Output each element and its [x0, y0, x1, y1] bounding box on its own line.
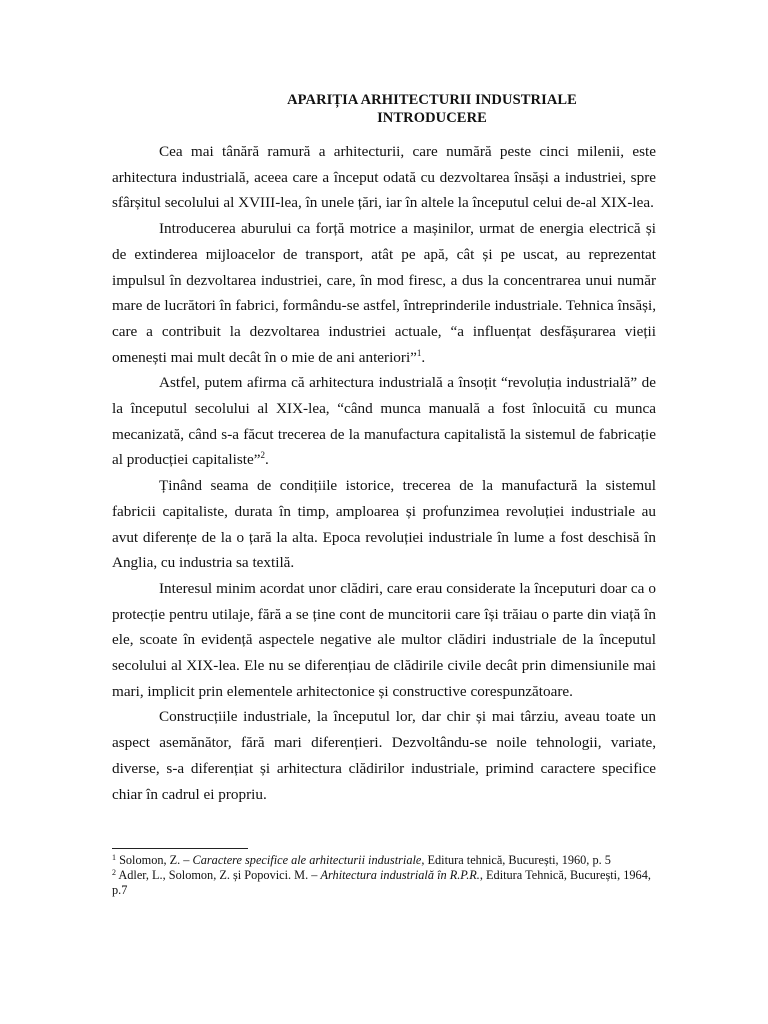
footnote-1: [112, 853, 656, 868]
footnote-publisher: , Editura tehnică, București, 1960, p. 5: [421, 853, 611, 867]
footnote-reference[interactable]: 2: [260, 450, 265, 461]
document-subtitle: INTRODUCERE: [377, 110, 487, 126]
footnote-book-title: Arhitectura industrială în R.P.R.: [320, 868, 480, 882]
footnote-reference[interactable]: 1: [416, 347, 422, 358]
body-text: [112, 139, 656, 807]
paragraph-text: Interesul minim acordat unor clădiri, care erau considerate la începuturi doar ca o protecție pentru utilaje, fără a se ține cont de muncitorii care își trăiau o parte din viață în ele, scoate în evidență aspectele negative ale multor clădiri industriale de la începutul secolului al XIX-lea. Ele nu se diferențiau de clădirile civile decât prin dimensiunile mai mari, implicit prin elementele arhitectonice și constructive corespunzătoare.: [112, 579, 656, 700]
footnote-2: [112, 868, 656, 898]
footnote-author: Solomon, Z. –: [116, 853, 193, 867]
paragraph-text: Ținând seama de condițiile istorice, trecerea de la manufactură la sistemul fabricii capitaliste, durata în timp, amploarea și profunzimea revoluției industriale au avut diferențe de la o țară la alta. Epoca revoluției industriale în lume a fost deschisă în Anglia, cu industria sa textilă.: [112, 477, 656, 572]
paragraph-1: [112, 139, 656, 216]
footnote-separator: [112, 848, 248, 849]
paragraph-text: Construcțiile industriale, la începutul lor, dar chir și mai târziu, aveau toate un aspect asemănător, fără mari diferențieri. Dezvoltându-se noile tehnologii, variate, diverse, s-a diferențiat și arhitectura clădirilor industriale, primind caractere specifice chiar în cadrul ei propriu.: [112, 708, 656, 803]
footnote-number: 2: [112, 868, 116, 877]
paragraph-4: [112, 473, 656, 576]
footnote-author: Adler, L., Solomon, Z. și Popovici. M. –: [116, 868, 321, 882]
paragraph-2: Introducerea aburului ca forță motrice a mașinilor, urmat de energia electrică și de extinderea mijloacelor de transport, atât pe apă, cât și pe uscat, au reprezentat impulsul în dezvoltarea industriei, care, în mod firesc, a dus la concentrarea unui număr mare de lucrători în fabrici, formându-se astfel, întreprinderile industriale. Tehnica însăși, care a contribuit la dezvoltarea industriei actuale, “a influențat desfășurarea vieții omenești mai mult decât în o mie de ani anteriori”$^1$.: [112, 220, 656, 366]
footnote-number: 1: [112, 853, 116, 862]
paragraph-6: [112, 704, 656, 807]
footnote-publisher: , Editura Tehnică, București, 1964, p.7: [112, 868, 651, 897]
paragraph-5: [112, 576, 656, 705]
footnotes: [112, 853, 656, 898]
footnote-book-title: Caractere specifice ale arhitecturii industriale: [192, 853, 422, 867]
paragraph-text: Astfel, putem afirma că arhitectura industrială a însoțit “revoluția industrială” de la începutul secolului al XIX-lea, “când munca manuală a fost înlocuită cu munca mecanizată, când s-a făcut trecerea de la manufactura capitalistă la sistemul de fabricație al producției capitaliste”: [112, 374, 656, 469]
paragraph-3: Astfel, putem afirma că arhitectura industrială a însoțit “revoluția industrială” de la începutul secolului al XIX-lea, “când munca manuală a fost înlocuită cu munca mecanizată, când s-a făcut trecerea de la manufactura capitalistă la sistemul de fabricație al producției capitaliste”$^2$.: [112, 374, 656, 469]
paragraph-text: Introducerea aburului ca forță motrice a mașinilor, urmat de energia electrică și de extinderea mijloacelor de transport, atât pe apă, cât și pe uscat, au reprezentat impulsul în dezvoltarea industriei, care, în mod firesc, a dus la concentrarea unui număr mare de lucrători în fabrici, formându-se astfel, întreprinderile industriale. Tehnica însăși, care a contribuit la dezvoltarea industriei actuale, “a influențat desfășurarea vieții omenești mai mult decât în o mie de ani anteriori”: [112, 220, 656, 366]
paragraph-text: Cea mai tânără ramură a arhitecturii, care numără peste cinci milenii, este arhitectura industrială, aceea care a început odată cu dezvoltarea însăși a industriei, spre sfârșitul secolului al XVIII-lea, în unele țări, iar în altele la începutul celui de-al XIX-lea.: [112, 143, 656, 212]
document-title: APARIȚIA ARHITECTURII INDUSTRIALE: [287, 92, 577, 108]
